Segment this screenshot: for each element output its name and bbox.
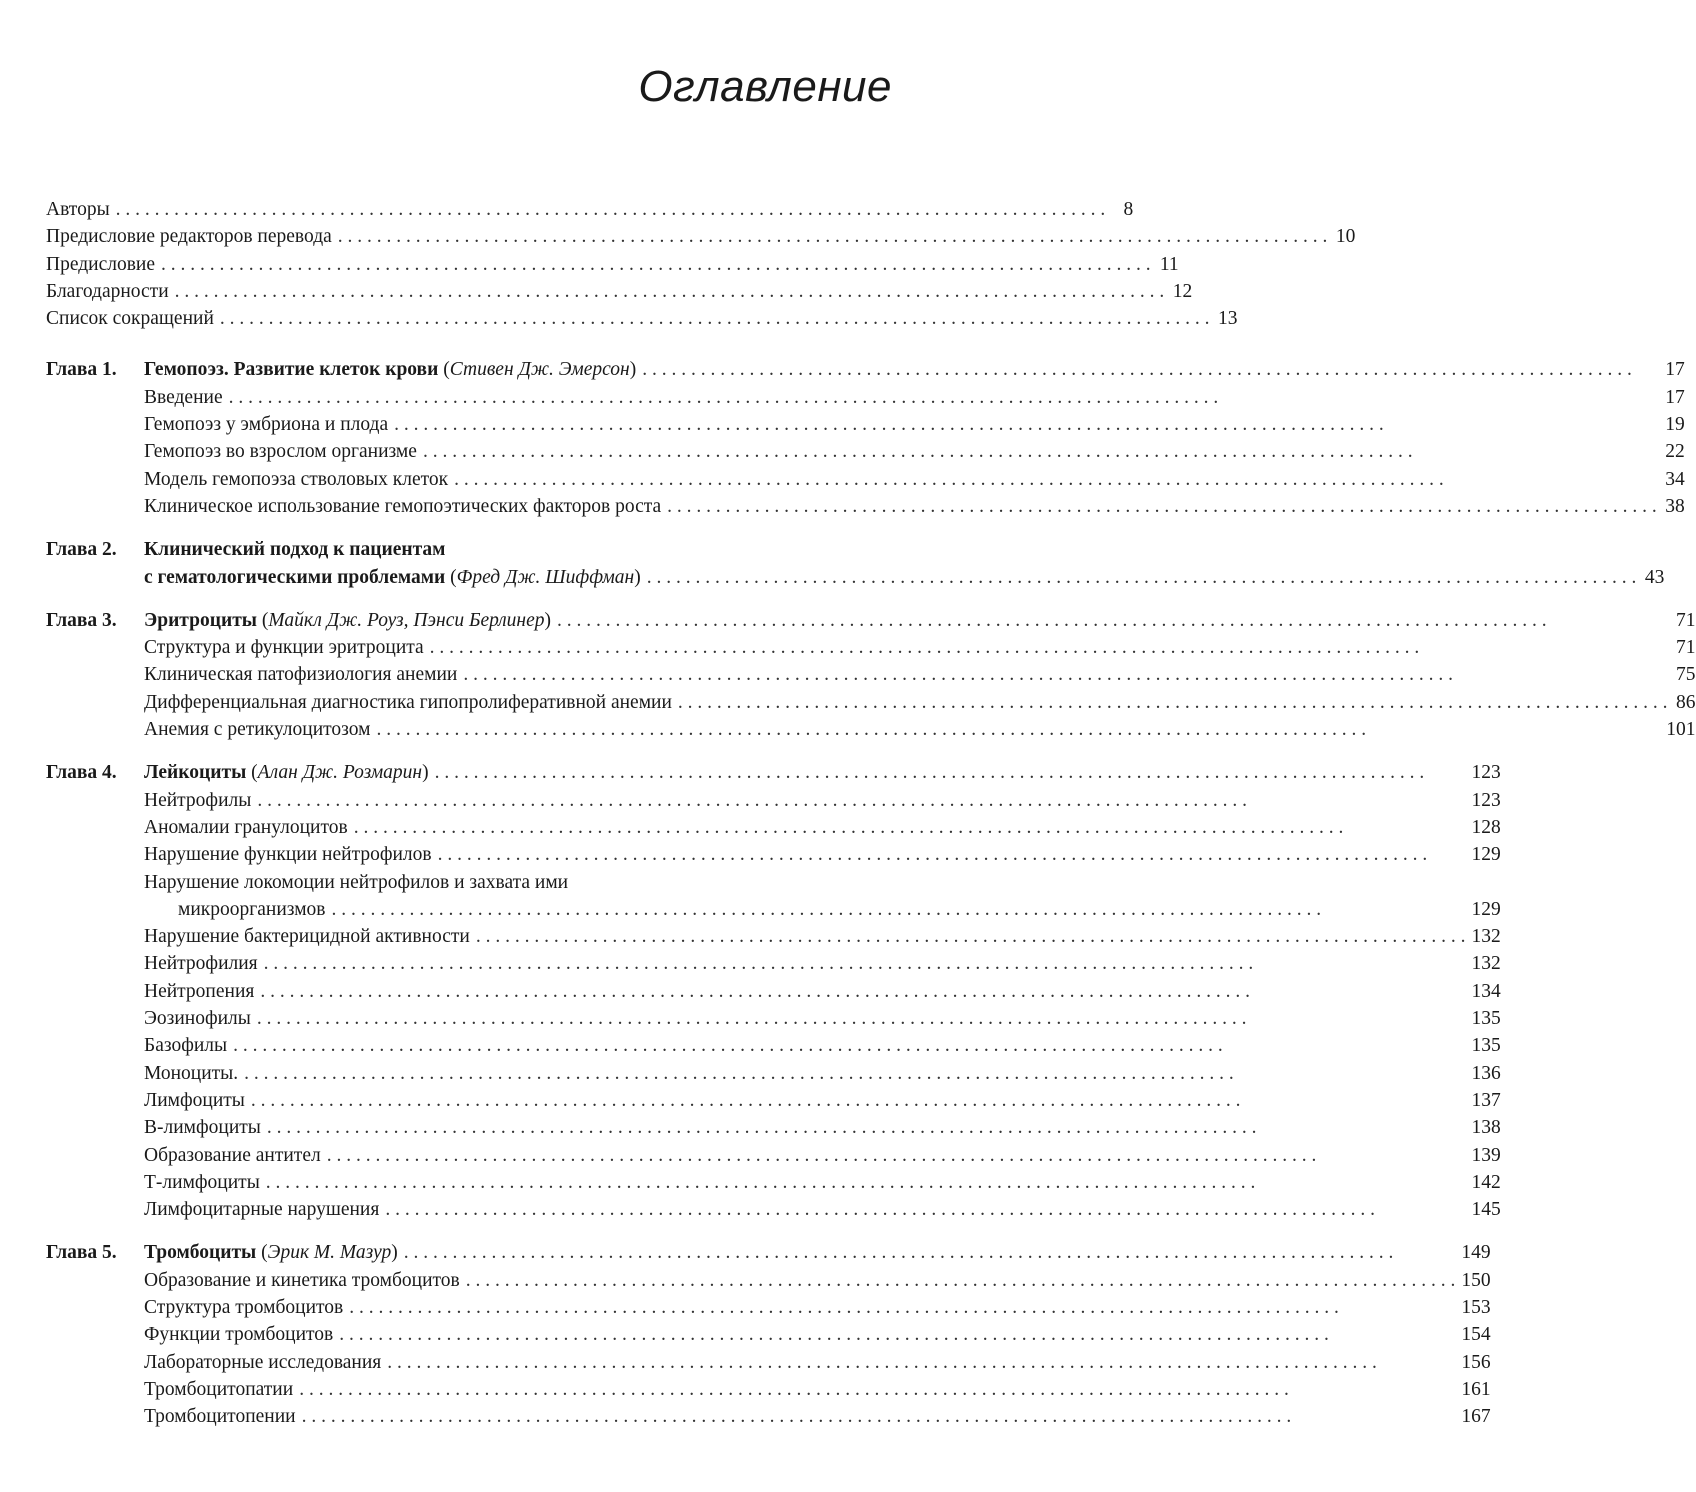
- dot-leader: [404, 1239, 1456, 1266]
- page-number: 43: [1644, 566, 1665, 588]
- section-entry[interactable]: [144, 1087, 1501, 1114]
- dot-leader: [476, 923, 1466, 950]
- entry-label: [144, 759, 429, 786]
- paren-close: ): [391, 1242, 398, 1264]
- page-number: 12: [1172, 280, 1193, 302]
- dot-leader: [161, 251, 1151, 278]
- entry-label: Нейтропения: [144, 980, 255, 1002]
- entry-label: Моноциты.: [144, 1062, 239, 1084]
- section-entry[interactable]: [144, 493, 1685, 520]
- table-of-contents: [46, 196, 1696, 1430]
- paren-open: (: [445, 566, 457, 588]
- entry-label: Лабораторные исследования: [144, 1351, 382, 1373]
- chapter-block: [46, 759, 1501, 1223]
- entry-label: Тромбоцитопении: [144, 1406, 296, 1428]
- page-number: 154: [1461, 1324, 1491, 1346]
- page-number: 123: [1471, 762, 1501, 784]
- entry-label: Авторы: [46, 199, 110, 220]
- chapter-title: Гемопоэз. Развитие клеток крови: [144, 359, 439, 381]
- entry-label: Нарушение функции нейтрофилов: [144, 844, 432, 866]
- chapter-title: с гематологическими проблемами: [144, 566, 446, 588]
- section-entry[interactable]: [144, 787, 1501, 814]
- dot-leader: [332, 896, 1466, 923]
- dot-leader: [430, 634, 1668, 661]
- page-number: 134: [1471, 980, 1501, 1002]
- page-number: 71: [1676, 637, 1696, 659]
- dot-leader: [244, 1060, 1465, 1087]
- page-number: 19: [1665, 414, 1685, 436]
- dot-leader: [647, 564, 1637, 591]
- entry-label: Эозинофилы: [144, 1008, 251, 1030]
- chapter-title-line: Клинический подход к пациентам: [144, 539, 446, 561]
- chapter-block: [46, 607, 1696, 743]
- entry-label: Клиническая патофизиология анемии: [144, 664, 458, 686]
- paren-open: (: [438, 359, 450, 381]
- section-entry[interactable]: [144, 1114, 1501, 1141]
- chapters-list: [46, 356, 1696, 1430]
- dot-leader: [349, 1294, 1455, 1321]
- paren-open: (: [256, 1242, 268, 1264]
- dot-leader: [394, 411, 1657, 438]
- page-number: 132: [1471, 953, 1501, 975]
- page-number: 150: [1461, 1269, 1491, 1291]
- section-entry[interactable]: [144, 466, 1685, 493]
- entry-label: Базофилы: [144, 1035, 228, 1057]
- chapter-entry[interactable]: [144, 759, 1501, 786]
- chapter-body: [144, 1239, 1491, 1430]
- entry-label: Лимфоцитарные нарушения: [144, 1199, 380, 1221]
- section-entry[interactable]: [144, 661, 1696, 688]
- chapter-author: Эрик М. Мазур: [267, 1242, 392, 1264]
- toc-entry[interactable]: [46, 278, 1193, 305]
- dot-leader: [423, 438, 1657, 465]
- chapter-body: [144, 356, 1685, 520]
- section-entry[interactable]: [144, 411, 1685, 438]
- page-number: 129: [1471, 898, 1501, 920]
- section-entry[interactable]: [144, 634, 1696, 661]
- entry-label: Гемопоэз у эмбриона и плода: [144, 414, 389, 436]
- dot-leader: [299, 1376, 1455, 1403]
- page-number: 11: [1159, 253, 1179, 275]
- page-number: 17: [1665, 386, 1685, 408]
- dot-leader: [667, 493, 1657, 520]
- entry-label: [144, 356, 636, 383]
- chapter-entry[interactable]: [144, 564, 1664, 591]
- dot-leader: [557, 607, 1668, 634]
- section-entry[interactable]: [144, 716, 1696, 743]
- section-entry[interactable]: [144, 1196, 1501, 1223]
- section-entry[interactable]: [144, 814, 1501, 841]
- page-number: 22: [1665, 441, 1685, 463]
- section-entry[interactable]: [144, 1032, 1501, 1059]
- section-entry[interactable]: [144, 1060, 1501, 1087]
- dot-leader: [302, 1403, 1456, 1430]
- front-matter: [46, 196, 1356, 332]
- section-entry-line: Нарушение локомоции нейтрофилов и захвата ими: [144, 871, 569, 893]
- chapter-number: Глава 2.: [46, 539, 117, 561]
- entry-label: Нарушение бактерицидной активности: [144, 926, 470, 948]
- dot-leader: [267, 1114, 1466, 1141]
- chapter-title: Эритроциты: [144, 609, 257, 631]
- dot-leader: [251, 1087, 1466, 1114]
- chapter-block: [46, 1239, 1491, 1430]
- page-number: 123: [1471, 789, 1501, 811]
- paren-open: (: [246, 762, 258, 784]
- page-number: 101: [1666, 719, 1696, 741]
- page-number: 136: [1471, 1062, 1501, 1084]
- entry-label: Нейтрофилы: [144, 789, 252, 811]
- entry-label: В-лимфоциты: [144, 1117, 261, 1139]
- dot-leader: [264, 950, 1466, 977]
- page-number: 153: [1461, 1296, 1491, 1318]
- dot-leader: [229, 384, 1657, 411]
- page-title: Оглавление: [638, 62, 892, 111]
- dot-leader: [116, 196, 1106, 223]
- page-number: 129: [1471, 844, 1501, 866]
- dot-leader: [339, 1321, 1455, 1348]
- dot-leader: [257, 787, 1465, 814]
- entry-label: Т-лимфоциты: [144, 1171, 260, 1193]
- entry-label: Образование и кинетика тромбоцитов: [144, 1269, 460, 1291]
- dot-leader: [438, 841, 1466, 868]
- chapter-body: [144, 536, 1664, 591]
- dot-leader: [435, 759, 1466, 786]
- section-entry[interactable]: [144, 923, 1501, 950]
- chapter-author: Алан Дж. Розмарин: [257, 762, 423, 784]
- chapter-author: Майкл Дж. Роуз, Пэнси Берлинер: [268, 609, 545, 631]
- section-entry[interactable]: [144, 841, 1501, 868]
- section-entry[interactable]: [144, 978, 1501, 1005]
- dot-leader: [463, 661, 1667, 688]
- page-number: 10: [1335, 226, 1356, 248]
- page-number: 17: [1665, 359, 1685, 381]
- dot-leader: [385, 1196, 1465, 1223]
- chapter-body: [144, 607, 1696, 743]
- paren-close: ): [422, 762, 429, 784]
- paren-open: (: [257, 609, 269, 631]
- dot-leader: [220, 305, 1210, 332]
- section-entry[interactable]: [144, 1349, 1491, 1376]
- entry-label: Аномалии гранулоцитов: [144, 816, 348, 838]
- paren-close: ): [629, 359, 637, 381]
- page-number: 34: [1665, 468, 1685, 490]
- dot-leader: [257, 1005, 1466, 1032]
- page-number: 71: [1676, 609, 1696, 631]
- section-entry[interactable]: [144, 384, 1685, 411]
- entry-label: Анемия с ретикулоцитозом: [144, 719, 371, 741]
- chapter-number: Глава 3.: [46, 609, 117, 631]
- paren-close: ): [544, 609, 551, 631]
- entry-label: [144, 564, 641, 591]
- page-number: 156: [1461, 1351, 1491, 1373]
- dot-leader: [175, 278, 1165, 305]
- entry-label: Лимфоциты: [144, 1089, 245, 1111]
- dot-leader: [376, 716, 1660, 743]
- entry-label: микроорганизмов: [178, 898, 326, 920]
- entry-label: Структура и функции эритроцита: [144, 637, 424, 659]
- dot-leader: [327, 1142, 1466, 1169]
- section-entry[interactable]: [144, 1267, 1491, 1294]
- chapter-block: [46, 536, 1665, 591]
- entry-label: Дифференциальная диагностика гипопролиферативной анемии: [144, 691, 672, 713]
- toc-entry[interactable]: [46, 251, 1179, 278]
- dot-leader: [678, 689, 1668, 716]
- page-number: 86: [1676, 691, 1696, 713]
- toc-entry[interactable]: [46, 223, 1356, 250]
- dot-leader: [338, 223, 1328, 250]
- page-number: 145: [1471, 1199, 1501, 1221]
- entry-label: Список сокращений: [46, 308, 214, 330]
- chapter-author: Фред Дж. Шиффман: [456, 566, 635, 588]
- section-entry[interactable]: [144, 1376, 1491, 1403]
- entry-label: Введение: [144, 386, 223, 408]
- entry-label: Функции тромбоцитов: [144, 1324, 334, 1346]
- dot-leader: [642, 356, 1657, 383]
- toc-entry[interactable]: [46, 305, 1238, 332]
- entry-label: Нейтрофилия: [144, 953, 258, 975]
- chapter-entry[interactable]: [144, 356, 1685, 383]
- dot-leader: [454, 466, 1657, 493]
- section-entry[interactable]: [144, 950, 1501, 977]
- section-entry[interactable]: [144, 1403, 1491, 1430]
- entry-label: Благодарности: [46, 280, 169, 302]
- dot-leader: [387, 1349, 1455, 1376]
- dot-leader: [233, 1032, 1465, 1059]
- page-number: 132: [1471, 926, 1501, 948]
- dot-leader: [466, 1267, 1456, 1294]
- dot-leader: [266, 1169, 1466, 1196]
- chapter-body: [144, 759, 1501, 1223]
- section-entry[interactable]: [144, 1169, 1501, 1196]
- toc-entry[interactable]: [46, 196, 1134, 223]
- entry-label: Клиническое использование гемопоэтических факторов роста: [144, 495, 662, 517]
- section-entry[interactable]: [144, 1294, 1491, 1321]
- chapter-entry[interactable]: [144, 607, 1696, 634]
- page-number: 142: [1471, 1171, 1501, 1193]
- page-number: 167: [1461, 1406, 1491, 1428]
- entry-label: [144, 607, 551, 634]
- chapter-number: Глава 5.: [46, 1242, 117, 1264]
- entry-label: Тромбоцитопатии: [144, 1378, 294, 1400]
- section-entry[interactable]: [144, 438, 1685, 465]
- page-number: 161: [1461, 1378, 1491, 1400]
- page-number: 139: [1471, 1144, 1501, 1166]
- chapter-title: Тромбоциты: [144, 1242, 257, 1264]
- page-number: 137: [1471, 1089, 1501, 1111]
- entry-label: Образование антител: [144, 1144, 321, 1166]
- section-entry[interactable]: [144, 1005, 1501, 1032]
- entry-label: [144, 1239, 398, 1266]
- chapter-title: Лейкоциты: [144, 762, 247, 784]
- page-number: 38: [1665, 495, 1685, 517]
- chapter-block: [46, 356, 1685, 520]
- section-entry[interactable]: [144, 1142, 1501, 1169]
- entry-label: Модель гемопоэза стволовых клеток: [144, 468, 449, 490]
- dot-leader: [354, 814, 1466, 841]
- section-entry[interactable]: [144, 896, 1501, 923]
- entry-label: Гемопоэз во взрослом организме: [144, 441, 417, 463]
- chapter-entry[interactable]: [144, 1239, 1491, 1266]
- page-number: 135: [1471, 1035, 1501, 1057]
- entry-label: Предисловие: [46, 253, 156, 275]
- entry-label: Структура тромбоцитов: [144, 1296, 344, 1318]
- chapter-number: Глава 4.: [46, 762, 117, 784]
- paren-close: ): [634, 566, 641, 588]
- page-number: 149: [1461, 1242, 1491, 1264]
- dot-leader: [260, 978, 1465, 1005]
- section-entry[interactable]: [144, 1321, 1491, 1348]
- page-number: 138: [1471, 1117, 1501, 1139]
- page-number: 75: [1676, 664, 1696, 686]
- entry-label: Предисловие редакторов перевода: [46, 226, 332, 248]
- chapter-number: Глава 1.: [46, 359, 117, 381]
- page-number: 13: [1218, 308, 1238, 330]
- section-entry[interactable]: [144, 689, 1696, 716]
- page-number: 8: [1123, 199, 1134, 220]
- page-number: 128: [1471, 816, 1501, 838]
- chapter-author: Стивен Дж. Эмерсон: [449, 359, 630, 381]
- page-number: 135: [1471, 1008, 1501, 1030]
